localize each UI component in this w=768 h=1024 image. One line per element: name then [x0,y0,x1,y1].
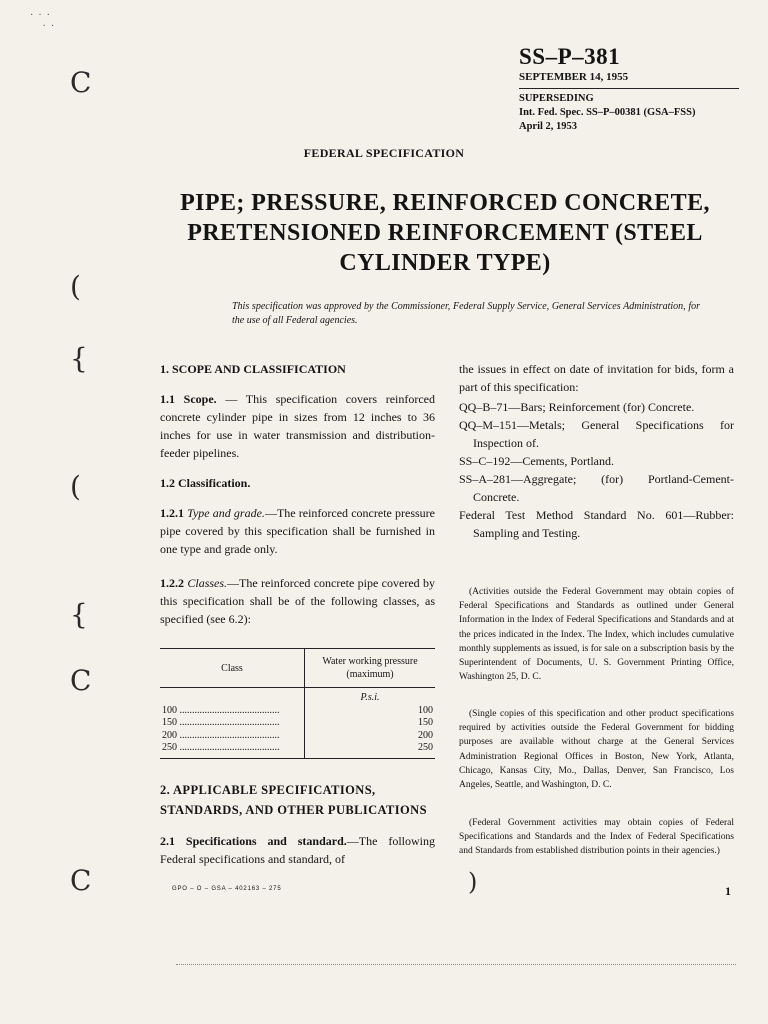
paragraph-1-1-heading: 1.1 Scope. [160,392,217,406]
spec-date: SEPTEMBER 14, 1955 [519,71,629,83]
paragraph-1-2-1-text: —The reinforced concrete pressure pipe covered by this specification shall be furnished in one type and grade only. [160,506,436,556]
binder-hole-mark: ( [70,470,81,503]
note-single-copies: (Single copies of this specification and other product specifications required by activities outside the Federal Government for bidding purposes are available without charge at the General Services Administration Regional Offices in Boston, New York, Atlanta, Chicago, Kansas City, Mo., Dallas, Denver, San Francisco, Los Angeles, Seattle, and Washington, D. C. [459,709,734,791]
reference-item: SS–C–192—Cements, Portland. [459,454,615,468]
table-header-pressure-line2: (maximum) [346,669,394,680]
table-row [160,742,435,758]
paragraph-1-2-1-heading: Type and grade. [187,506,265,520]
section-2-heading [160,780,427,820]
superseding-date: April 2, 1953 [519,121,578,132]
table-cell-class: 200 ........................................ [162,729,280,741]
table-row [160,705,435,718]
table-header-pressure-line1: Water working pressure [322,656,418,667]
table-cell-class: 100 ........................................ [162,704,280,716]
paragraph-1-2-1 [160,504,435,558]
classes-table [160,648,435,759]
binder-hole-mark: C [70,664,92,697]
paragraph-2-1-text: —The following Federal specifications and standard, of [160,834,435,866]
superseding-label: SUPERSEDING [519,93,594,104]
paragraph-1-2-2-heading: Classes. [187,576,228,590]
right-column [459,360,734,857]
paragraph-2-1-continued: the issues in effect on date of invitation for bids, form a part of this specification: [459,362,734,394]
document-title: PIPE; PRESSURE, REINFORCED CONCRETE, PRETENSIONED REINFORCEMENT (STEEL CYLINDER TYPE) [180,190,710,276]
header-rule [519,88,739,89]
section-2-heading-line1: 2. APPLICABLE SPECIFICATIONS, [160,783,376,797]
printer-imprint: GPO – O – GSA – 402163 – 275 [172,886,282,892]
table-row [160,717,435,730]
table-unit-blank [160,688,305,705]
table-header-class: Class [160,649,305,688]
approval-statement: This specification was approved by the Commissioner, Federal Supply Service, General Services Administration, for the use of all Federal agencies. [232,301,700,326]
section-1-heading: 1. SCOPE AND CLASSIFICATION [160,362,346,376]
paragraph-1-1-text: — This specification covers reinforced concrete cylinder pipe in sizes from 12 inches to 36 inches for use in water transmission and distribution-feeder pipelines. [160,392,436,460]
table-unit-row [160,688,435,705]
table-cell-class: 250 ........................................ [160,742,305,758]
reference-item: QQ–M–151—Metals; General Specifications for Inspection of. [459,418,734,450]
reference-list [459,398,734,542]
document-type: FEDERAL SPECIFICATION [303,146,465,160]
scan-specks: · · · · · [30,10,55,32]
table-cell-class: 150 ........................................ [162,717,280,728]
scan-edge-artifact [176,964,736,965]
superseding-block [519,92,695,134]
section-2-heading-line2: STANDARDS, AND OTHER PUBLICATIONS [160,803,427,817]
binder-hole-mark: ) [468,868,478,896]
paragraph-1-2-2-text: —The reinforced concrete pipe covered by this specification shall be of the following classes, as specified (see 6.2): [160,576,436,626]
note-availability-outside: (Activities outside the Federal Government may obtain copies of Federal Specifications and Standards as outlined under General Information in the Index of Federal Specifications and Standards and at the prices indicated in the Index. The Index, which includes cumulative monthly supplements as issued, is for sale on a subscription basis by the Superintendent of Documents, U. S. Government Printing Office, Washington 25, D. C. [459,587,734,683]
table-header-pressure [305,649,436,688]
paragraph-2-1 [160,832,435,868]
reference-item: SS–A–281—Aggregate; (for) Portland-Cement-Concrete. [459,472,734,504]
paragraph-1-2-2 [160,574,435,628]
table-row [160,730,435,743]
reference-item: QQ–B–71—Bars; Reinforcement (for) Concrete. [459,400,695,414]
paragraph-1-1 [160,390,435,462]
table-header-row [160,649,435,688]
table-cell-pressure: 200 [305,730,436,743]
paragraph-2-1-heading: 2.1 Specifications and standard. [160,834,347,848]
binder-hole-mark: ( [70,270,81,303]
binder-hole-mark: { [70,598,88,631]
note-federal-activities: (Federal Government activities may obtain copies of Federal Specifications and Standards and the Index of Federal Specifications and Standards from established distribution points in their agencies.) [459,818,734,857]
binder-hole-mark: { [70,342,88,375]
table-cell-pressure: 150 [305,717,436,730]
table-cell-pressure: 250 [305,742,436,758]
paragraph-1-2-1-number: 1.2.1 [160,506,188,520]
spec-number: SS–P–381 [519,44,621,69]
superseding-spec: Int. Fed. Spec. SS–P–00381 (GSA–FSS) [519,107,696,118]
paragraph-1-2-2-number: 1.2.2 [160,576,188,590]
section-1-2-heading: 1.2 Classification. [160,476,251,490]
binder-hole-mark: C [70,66,92,99]
binder-hole-mark: C [70,864,92,897]
table-cell-pressure: 100 [305,705,436,718]
table-unit: P.s.i. [305,688,436,705]
page-number: 1 [725,884,731,898]
reference-item: Federal Test Method Standard No. 601—Rubber: Sampling and Testing. [459,508,734,540]
